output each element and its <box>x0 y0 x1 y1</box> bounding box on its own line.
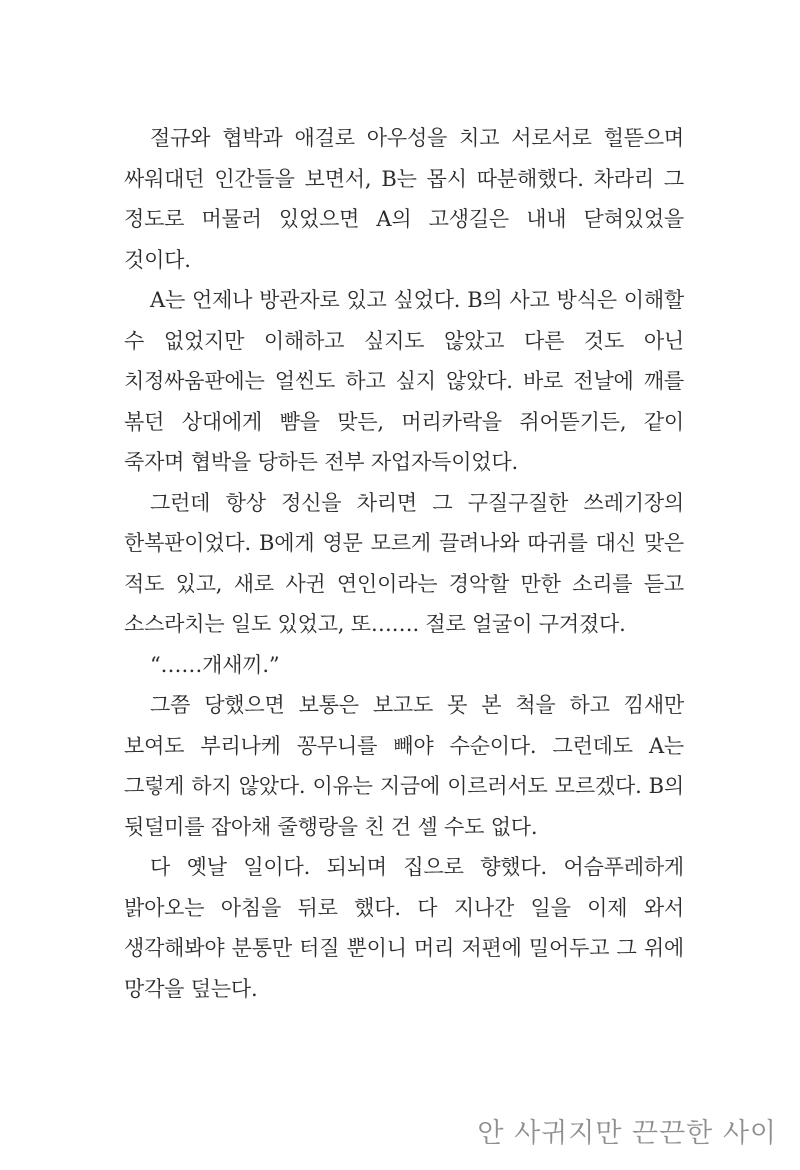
paragraph: 다 옛날 일이다. 되뇌며 집으로 향했다. 어슴푸레하게 밝아오는 아침을 뒤로 했다. 다 지나간 일을 이제 와서 생각해봐야 분통만 터질 뿐이니 머리 저편에 밀어두고 그 위에 망각을 덮는다. <box>124 855 684 1001</box>
page-body <box>124 118 684 1009</box>
paragraph: 절규와 협박과 애걸로 아우성을 치고 서로서로 헐뜯으며 싸워대던 인간들을 보면서, B는 몹시 따분해했다. 차라리 그 정도로 머물러 있었으면 A의 고생길은 내내 닫혀있었을 것이다. <box>124 126 684 272</box>
dialogue-line: “……개새끼.” <box>150 652 280 677</box>
paragraph: 그쯤 당했으면 보통은 보고도 못 본 척을 하고 낌새만 보여도 부리나케 꽁무니를 빼야 수순이다. 그런데도 A는 그렇게 하지 않았다. 이유는 지금에 이르러서도 모르겠다. B의 뒷덜미를 잡아채 줄행랑을 친 건 셀 수도 없다. <box>124 693 684 839</box>
running-title: 안 사귀지만 끈끈한 사이 <box>477 1118 777 1149</box>
paragraph: A는 언제나 방관자로 있고 싶었다. B의 사고 방식은 이해할 수 없었지만 이해하고 싶지도 않았고 다른 것도 아닌 치정싸움판에는 얼씬도 하고 싶지 않았다. 바로 전날에 깨를 볶던 상대에게 뺨을 맞든, 머리카락을 쥐어뜯기든, 같이 죽자며 협박을 당하든 전부 자업자득이었다. <box>124 288 684 474</box>
paragraph: 그런데 항상 정신을 차리면 그 구질구질한 쓰레기장의 한복판이었다. B에게 영문 모르게 끌려나와 따귀를 대신 맞은 적도 있고, 새로 사귄 연인이라는 경악할 만한 소리를 듣고 소스라치는 일도 있었고, 또……. 절로 얼굴이 구겨졌다. <box>124 490 684 636</box>
